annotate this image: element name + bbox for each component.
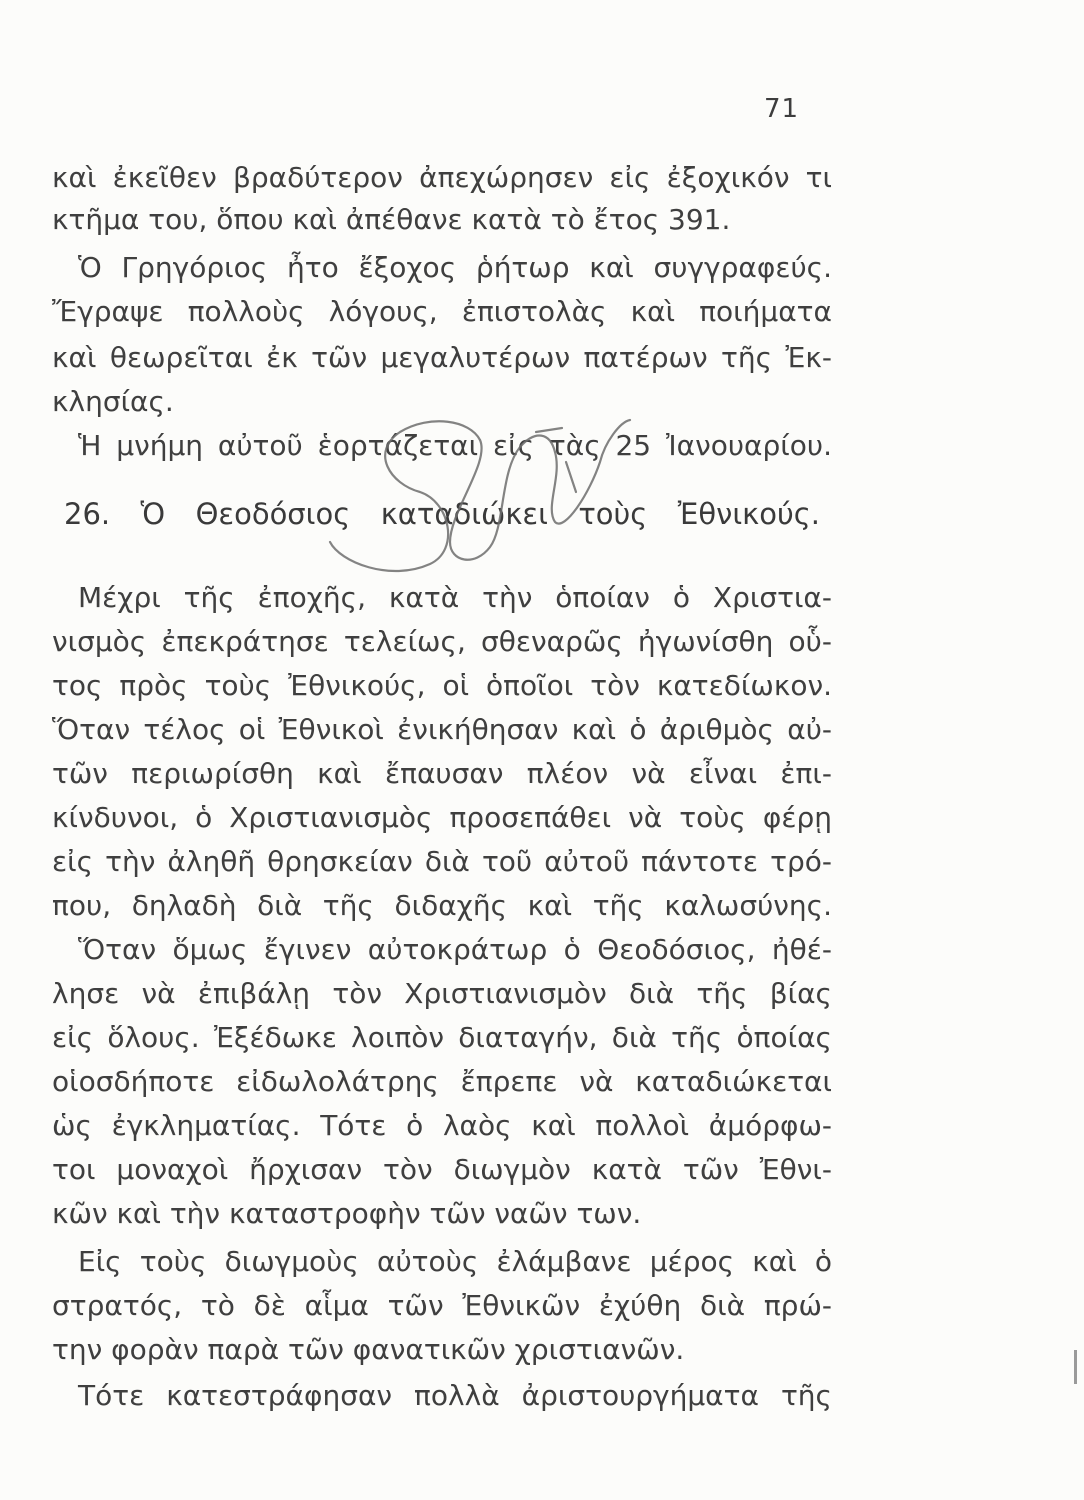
text-line: Μέχρι τῆς ἐποχῆς, κατὰ τὴν ὁποίαν ὁ Χριστια-	[78, 581, 832, 614]
handwritten-pencil-mark	[300, 392, 640, 592]
text-line: Ὅταν ὅμως ἔγινεν αὐτοκράτωρ ὁ Θεοδόσιος, ἠθέ-	[78, 933, 832, 966]
text-line: εἰς τὴν ἀληθῆ θρησκείαν διὰ τοῦ αὐτοῦ πάντοτε τρό-	[52, 845, 832, 878]
page-edge-mark	[1074, 1350, 1077, 1384]
text-line: λησε νὰ ἐπιβάλῃ τὸν Χριστιανισμὸν διὰ τῆς βίας	[52, 977, 832, 1010]
text-line: την φορὰν παρὰ τῶν φανατικῶν χριστιανῶν.	[52, 1333, 685, 1366]
text-line: κῶν καὶ τὴν καταστροφὴν τῶν ναῶν των.	[52, 1197, 642, 1230]
text-line: που, δηλαδὴ διὰ τῆς διδαχῆς καὶ τῆς καλωσύνης.	[52, 889, 832, 922]
text-line: Ἡ μνήμη αὐτοῦ ἑορτάζεται εἰς τὰς 25 Ἰανουαρίου.	[78, 429, 832, 462]
text-line: κτῆμα του, ὅπου καὶ ἀπέθανε κατὰ τὸ ἔτος 391.	[52, 203, 731, 236]
text-line: τῶν περιωρίσθη καὶ ἔπαυσαν πλέον νὰ εἶναι ἐπι-	[52, 757, 832, 790]
section-heading: 26. Ὁ Θεοδόσιος καταδιώκει τοὺς Ἐθνικούς.	[64, 497, 820, 531]
text-line: Ἔγραψε πολλοὺς λόγους, ἐπιστολὰς καὶ ποιήματα	[52, 295, 832, 328]
text-line: τοι μοναχοὶ ἤρχισαν τὸν διωγμὸν κατὰ τῶν Ἐθνι-	[52, 1153, 832, 1186]
text-line: οἱοσδήποτε εἰδωλολάτρης ἔπρεπε νὰ καταδιώκεται	[52, 1065, 832, 1098]
text-line: ὡς ἐγκληματίας. Τότε ὁ λαὸς καὶ πολλοὶ ἀμόρφω-	[52, 1109, 832, 1142]
text-line: καὶ θεωρεῖται ἐκ τῶν μεγαλυτέρων πατέρων τῆς Ἐκ-	[52, 341, 832, 374]
text-line: καὶ ἐκεῖθεν βραδύτερον ἀπεχώρησεν εἰς ἐξοχικόν τι	[52, 161, 832, 194]
text-line: Ὅταν τέλος οἱ Ἐθνικοὶ ἐνικήθησαν καὶ ὁ ἀριθμὸς αὐ-	[52, 713, 832, 746]
page-number: 71	[764, 94, 800, 124]
text-line: Τότε κατεστράφησαν πολλὰ ἀριστουργήματα τῆς	[78, 1379, 832, 1412]
text-line: εἰς ὅλους. Ἐξέδωκε λοιπὸν διαταγήν, διὰ τῆς ὁποίας	[52, 1021, 832, 1054]
text-line: τος πρὸς τοὺς Ἐθνικούς, οἱ ὁποῖοι τὸν κατεδίωκον.	[52, 669, 832, 702]
text-line: κλησίας.	[52, 385, 174, 418]
text-line: κίνδυνοι, ὁ Χριστιανισμὸς προσεπάθει νὰ τοὺς φέρῃ	[52, 801, 832, 834]
text-line: νισμὸς ἐπεκράτησε τελείως, σθεναρῶς ἠγωνίσθη οὗ-	[52, 625, 832, 658]
text-line: στρατός, τὸ δὲ αἷμα τῶν Ἐθνικῶν ἐχύθη διὰ πρώ-	[52, 1289, 832, 1322]
text-line: Εἰς τοὺς διωγμοὺς αὐτοὺς ἐλάμβανε μέρος καὶ ὁ	[78, 1245, 832, 1278]
text-line: Ὁ Γρηγόριος ἦτο ἔξοχος ῥήτωρ καὶ συγγραφεύς.	[78, 251, 832, 284]
